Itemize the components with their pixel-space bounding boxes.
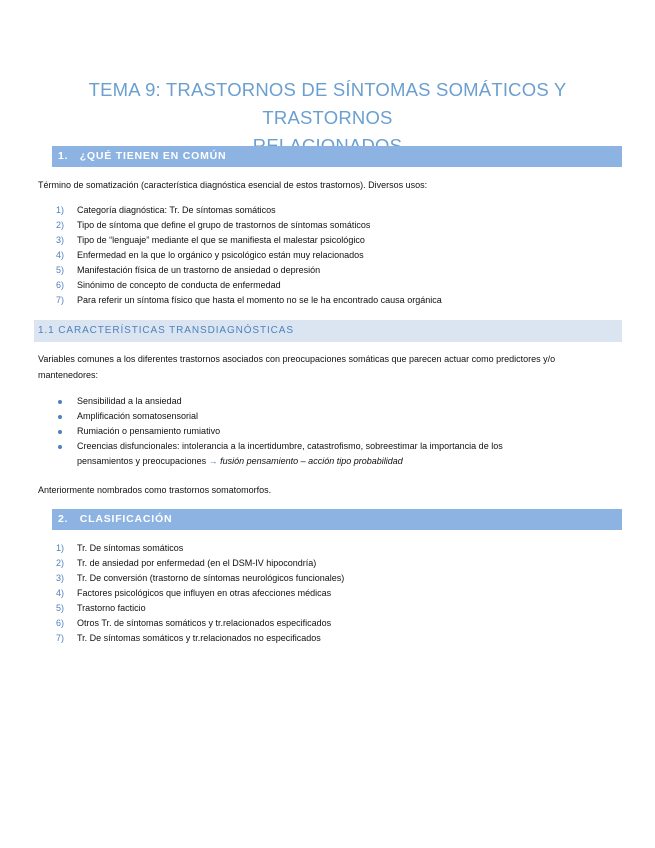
item-number: 6) xyxy=(56,280,65,290)
list-item xyxy=(56,218,616,233)
section-2-heading-text: CLASIFICACIÓN xyxy=(79,513,173,525)
bullet-dot xyxy=(58,430,62,434)
list-item xyxy=(56,248,616,263)
list-item xyxy=(56,631,616,646)
item-text: Tr. De síntomas somáticos xyxy=(77,543,184,553)
item-number: 4) xyxy=(56,588,65,598)
intro-line-2: mantenedores: xyxy=(38,369,99,380)
list-item xyxy=(56,571,616,586)
list-item xyxy=(56,233,616,248)
item-text: Manifestación física de un trastorno de ansiedad o depresión xyxy=(77,265,321,275)
bullet-item xyxy=(56,409,616,424)
list-item xyxy=(56,556,616,571)
section-1-number: 1. xyxy=(58,150,69,162)
item-number: 1) xyxy=(56,543,65,553)
bullet-text-line-2 xyxy=(77,454,616,469)
bullet-text: Sensibilidad a la ansiedad xyxy=(77,396,182,406)
section-1-list xyxy=(56,203,616,308)
item-number: 3) xyxy=(56,235,65,245)
list-item xyxy=(56,278,616,293)
bullet-text-line-1: Creencias disfuncionales: intolerancia a la incertidumbre, catastrofismo, sobreestimar la importancia de los xyxy=(77,441,503,451)
item-text: Categoría diagnóstica: Tr. De síntomas somáticos xyxy=(77,205,276,215)
bullet-dot xyxy=(58,415,62,419)
bullet-item xyxy=(56,424,616,439)
section-1-1-heading: 1.1 CARACTERÍSTICAS TRANSDIAGNÓSTICAS xyxy=(34,320,622,342)
item-text: Tr. De conversión (trastorno de síntomas neurológicos funcionales) xyxy=(77,573,345,583)
item-number: 7) xyxy=(56,633,65,643)
section-1-heading xyxy=(52,146,622,167)
bullet-dot xyxy=(58,445,62,449)
list-item xyxy=(56,541,616,556)
item-text: Trastorno facticio xyxy=(77,603,146,613)
item-number: 3) xyxy=(56,573,65,583)
arrow-right-icon: → xyxy=(208,456,218,466)
item-text: Tipo de “lenguaje” mediante el que se manifiesta el malestar psicológico xyxy=(77,235,365,245)
item-text: Tr. De síntomas somáticos y tr.relacionados no especificados xyxy=(77,633,321,643)
item-number: 2) xyxy=(56,220,65,230)
section-2-number: 2. xyxy=(58,513,69,525)
item-text: Enfermedad en la que lo orgánico y psicológico están muy relacionados xyxy=(77,250,364,260)
item-text: Tr. de ansiedad por enfermedad (en el DSM-IV hipocondría) xyxy=(77,558,317,568)
list-item xyxy=(56,616,616,631)
section-1-heading-text: ¿QUÉ TIENEN EN COMÚN xyxy=(79,150,227,162)
list-item xyxy=(56,586,616,601)
title-line-1: TEMA 9: TRASTORNOS DE SÍNTOMAS SOMÁTICOS Y TRASTORNOS xyxy=(88,79,567,128)
section-2-heading xyxy=(52,509,622,530)
item-text: Para referir un síntoma físico que hasta el momento no se le ha encontrado causa orgánica xyxy=(77,295,442,305)
item-number: 7) xyxy=(56,295,65,305)
bullet-dot xyxy=(58,400,62,404)
bullet-text-italic: fusión pensamiento – acción tipo probabilidad xyxy=(220,456,403,466)
item-number: 5) xyxy=(56,603,65,613)
section-1-intro: Término de somatización (característica diagnóstica esencial de estos trastornos). Diversos usos: xyxy=(38,180,428,190)
item-number: 4) xyxy=(56,250,65,260)
bullet-text: Rumiación o pensamiento rumiativo xyxy=(77,426,221,436)
item-text: Tipo de síntoma que define el grupo de trastornos de síntomas somáticos xyxy=(77,220,371,230)
item-number: 6) xyxy=(56,618,65,628)
list-item xyxy=(56,203,616,218)
bullet-text-plain: pensamientos y preocupaciones xyxy=(77,456,207,466)
bullet-item xyxy=(56,439,616,469)
item-number: 5) xyxy=(56,265,65,275)
bullet-item xyxy=(56,394,616,409)
list-item xyxy=(56,293,616,308)
item-text: Factores psicológicos que influyen en otras afecciones médicas xyxy=(77,588,332,598)
item-number: 1) xyxy=(56,205,65,215)
bullet-text: Amplificación somatosensorial xyxy=(77,411,199,421)
item-text: Otros Tr. de síntomas somáticos y tr.relacionados especificados xyxy=(77,618,332,628)
section-1-1-intro xyxy=(38,352,613,383)
list-item xyxy=(56,601,616,616)
list-item xyxy=(56,263,616,278)
section-1-1-closing: Anteriormente nombrados como trastornos somatomorfos. xyxy=(38,485,272,495)
intro-line-1: Variables comunes a los diferentes trastornos asociados con preocupaciones somáticas que parecen actuar como predictores y/o xyxy=(38,354,556,364)
item-number: 2) xyxy=(56,558,65,568)
section-2-list xyxy=(56,541,616,646)
section-1-1-bullets xyxy=(56,394,616,469)
item-text: Sinónimo de concepto de conducta de enfermedad xyxy=(77,280,281,290)
